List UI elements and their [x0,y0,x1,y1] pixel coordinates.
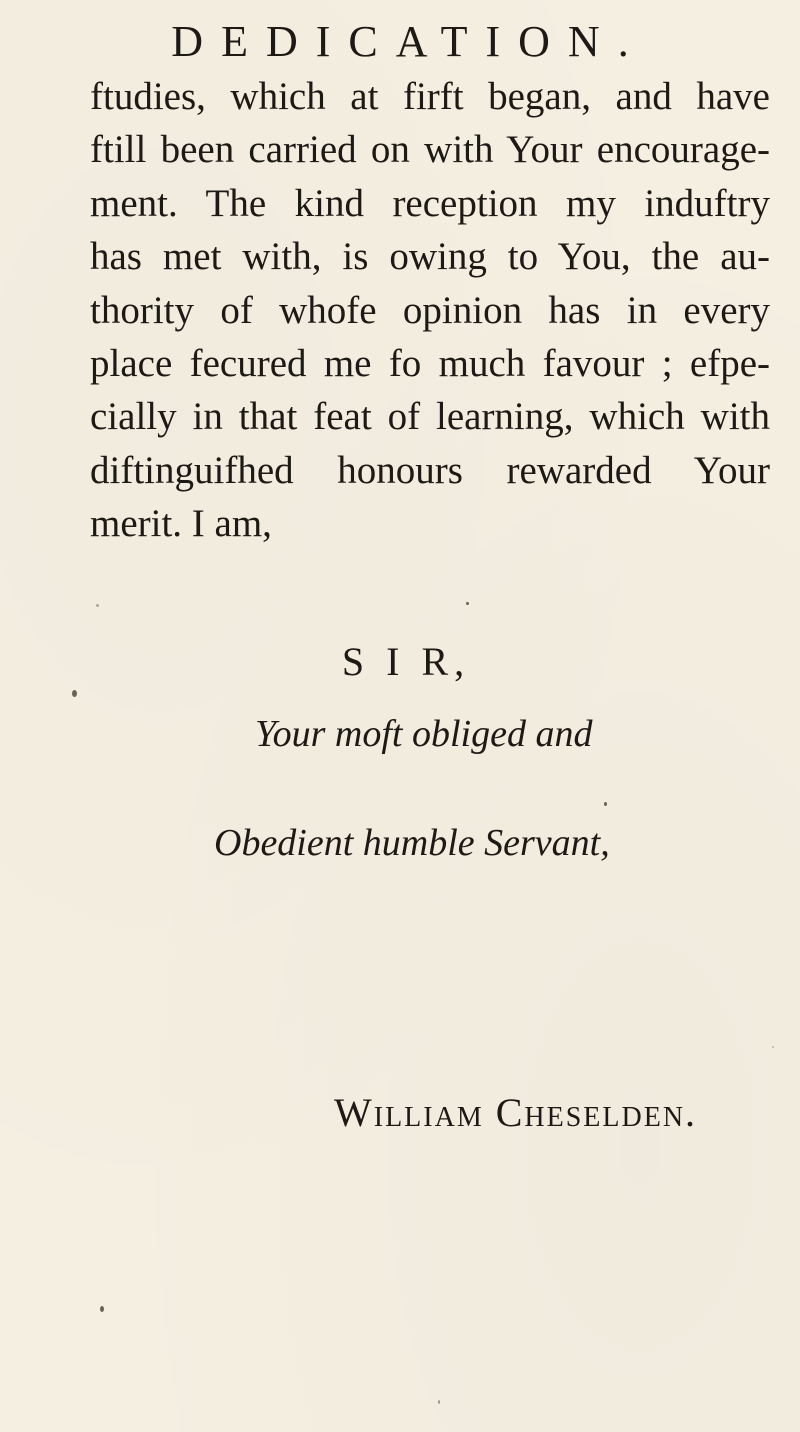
body-line: has met with, is owing to You, the au- [90,235,770,279]
body-line: ftudies, which at firft began, and have [90,75,770,118]
salutation: S I R, [341,639,471,684]
paper-speck [96,604,99,607]
closing-line-1: Your moft obliged and [255,713,593,755]
paper-speck [72,690,77,697]
paper-speck [100,1306,104,1312]
body-line: cially in that feat of learning, which with [90,395,770,439]
closing-line-2: Obedient humble Servant, [214,822,610,864]
page-header: DEDICATION. [171,17,647,66]
body-line: ment. The kind reception my induftry [90,181,770,225]
paper-speck [772,1046,774,1048]
paper-speck [438,1400,440,1404]
body-line: ftill been carried on with Your encourage- [90,128,770,172]
paper-speck [604,802,607,806]
body-line: merit. I am, [90,502,272,546]
body-line: place fecured me fo much favour ; efpe- [90,341,770,385]
body-line: thority of whofe opinion has in every [90,288,770,332]
body-line: diftinguifhed honours rewarded Your [90,448,770,492]
paper-speck [466,602,469,605]
signature: William Cheselden. [334,1090,698,1135]
dedication-body [90,70,770,551]
